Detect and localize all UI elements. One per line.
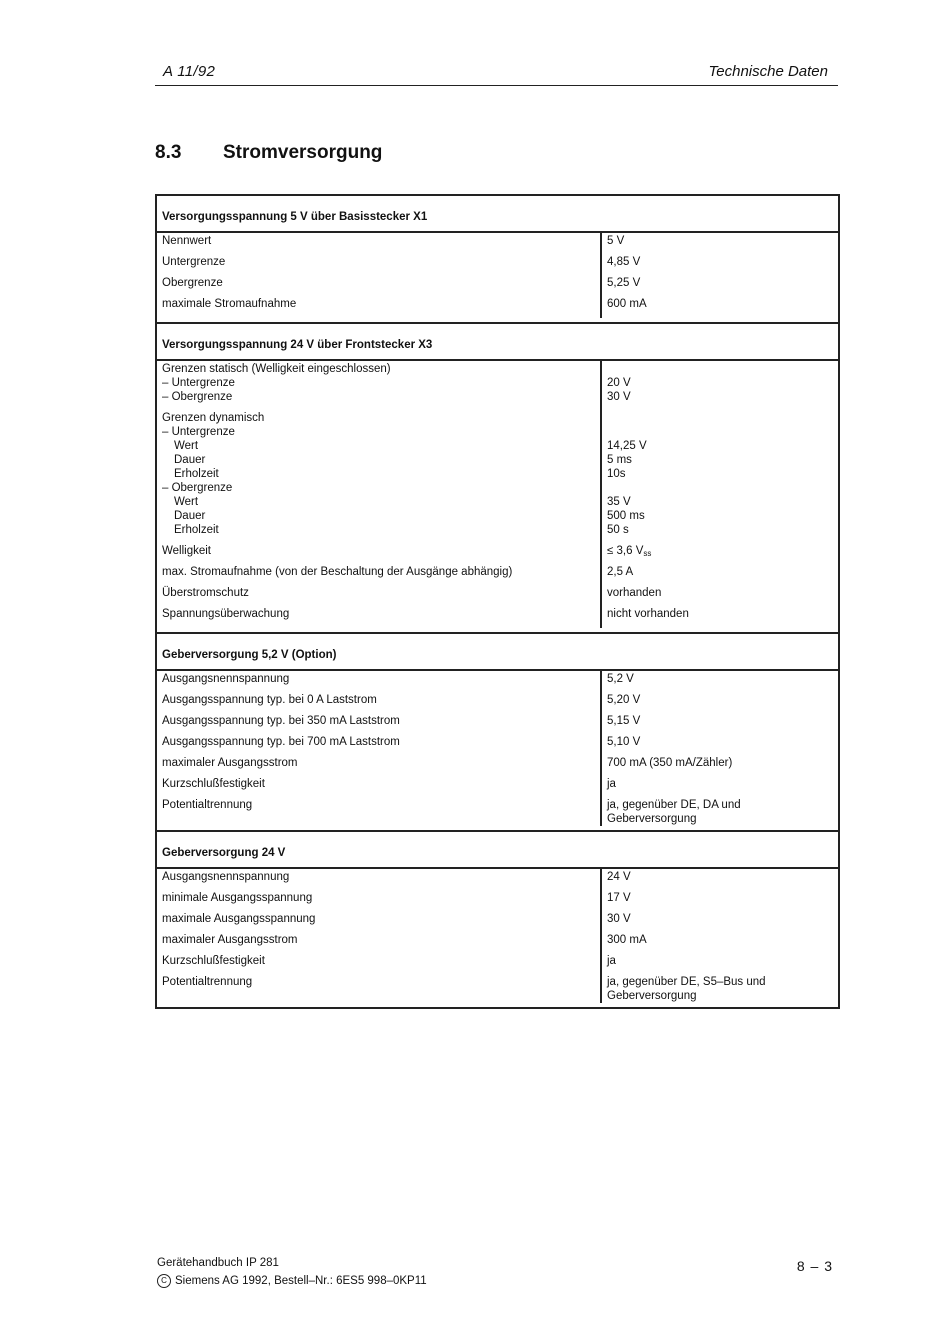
row-value: vorhanden — [607, 587, 662, 599]
row-value: ja, gegenüber DE, DA und — [607, 799, 741, 811]
section-heading: Versorgungsspannung 24 V über Frontstecker X3 — [157, 324, 838, 361]
row-label: Kurzschlußfestigkeit — [162, 778, 265, 790]
copyright-icon: C — [157, 1274, 171, 1288]
row-label: – Untergrenze — [162, 426, 235, 438]
page-number: 8 – 3 — [796, 1258, 833, 1274]
ripple-subscript: ss — [643, 549, 652, 558]
section-number: 8.3 — [155, 142, 182, 163]
row-value: 5 ms — [607, 454, 632, 466]
row-label: maximaler Ausgangsstrom — [162, 934, 298, 946]
row-label: Erholzeit — [174, 468, 219, 480]
row-label: Grenzen statisch (Welligkeit eingeschlossen) — [162, 363, 391, 375]
row-value: 5,2 V — [607, 673, 634, 685]
table-section-5v — [157, 196, 838, 324]
row-value: 30 V — [607, 391, 631, 403]
row-value: ja — [607, 778, 616, 790]
row-label: Ausgangsnennspannung — [162, 871, 290, 883]
row-value: 5,10 V — [607, 736, 641, 748]
spec-table — [155, 194, 840, 1009]
row-label: Potentialtrennung — [162, 976, 253, 988]
row-value: 17 V — [607, 892, 631, 904]
row-label: Potentialtrennung — [162, 799, 253, 811]
row-label: minimale Ausgangsspannung — [162, 892, 313, 904]
row-label: maximale Stromaufnahme — [162, 298, 297, 310]
row-label: Kurzschlußfestigkeit — [162, 955, 265, 967]
row-label: Wert — [174, 440, 199, 452]
row-label: Überstromschutz — [162, 587, 249, 599]
row-label: Nennwert — [162, 235, 212, 247]
row-value: 24 V — [607, 871, 631, 883]
row-label: Ausgangsspannung typ. bei 0 A Laststrom — [162, 694, 377, 706]
header-left: A 11/92 — [163, 63, 216, 80]
table-section-geber-24v — [157, 832, 838, 1007]
row-label: Ausgangsspannung typ. bei 350 mA Laststrom — [162, 715, 400, 727]
table-section-geber-5-2v — [157, 634, 838, 832]
row-value: nicht vorhanden — [607, 608, 689, 620]
footer-manual-title: Gerätehandbuch IP 281 — [157, 1257, 279, 1269]
row-value: 35 V — [607, 496, 631, 508]
section-heading: Geberversorgung 5,2 V (Option) — [157, 634, 838, 671]
row-value: 500 ms — [607, 510, 645, 522]
row-value: 30 V — [607, 913, 631, 925]
row-value: 4,85 V — [607, 256, 641, 268]
header-rule — [155, 85, 838, 86]
row-value: ja, gegenüber DE, S5–Bus und — [607, 976, 766, 988]
row-value: 700 mA (350 mA/Zähler) — [607, 757, 733, 769]
section-title: Stromversorgung — [223, 142, 383, 163]
row-label: – Obergrenze — [162, 391, 233, 403]
row-value: 5 V — [607, 235, 625, 247]
row-value: 5,20 V — [607, 694, 641, 706]
footer-copyright — [157, 1274, 427, 1288]
row-label: – Obergrenze — [162, 482, 233, 494]
row-value: 600 mA — [607, 298, 647, 310]
row-label: Wert — [174, 496, 199, 508]
row-value — [607, 544, 838, 565]
row-label: max. Stromaufnahme (von der Beschaltung der Ausgänge abhängig) — [162, 566, 513, 578]
row-value: Geberversorgung — [607, 813, 697, 825]
row-label: Dauer — [174, 454, 206, 466]
row-value: Geberversorgung — [607, 990, 697, 1002]
row-label: Dauer — [174, 510, 206, 522]
row-label: Obergrenze — [162, 277, 223, 289]
row-label: Grenzen dynamisch — [162, 412, 265, 424]
section-heading: Versorgungsspannung 5 V über Basisstecker X1 — [157, 196, 838, 233]
row-label: – Untergrenze — [162, 377, 235, 389]
row-value: ja — [607, 955, 616, 967]
table-section-24v — [157, 324, 838, 634]
row-label: Welligkeit — [162, 545, 211, 557]
ripple-value: ≤ 3,6 V — [607, 545, 644, 557]
row-label: maximale Ausgangsspannung — [162, 913, 316, 925]
row-label: Ausgangsnennspannung — [162, 673, 290, 685]
row-value: 10s — [607, 468, 626, 480]
row-label: maximaler Ausgangsstrom — [162, 757, 298, 769]
row-label: Spannungsüberwachung — [162, 608, 290, 620]
row-label: Erholzeit — [174, 524, 219, 536]
row-value: 14,25 V — [607, 440, 647, 452]
section-heading: Geberversorgung 24 V — [157, 832, 838, 869]
footer-order-number: Siemens AG 1992, Bestell–Nr.: 6ES5 998–0KP11 — [175, 1275, 427, 1287]
row-label: Ausgangsspannung typ. bei 700 mA Laststrom — [162, 736, 400, 748]
row-value: 50 s — [607, 524, 629, 536]
row-value: 20 V — [607, 377, 631, 389]
row-value: 300 mA — [607, 934, 647, 946]
header-right: Technische Daten — [708, 63, 828, 80]
row-value: 5,25 V — [607, 277, 641, 289]
row-value: 2,5 A — [607, 566, 634, 578]
row-label: Untergrenze — [162, 256, 226, 268]
row-value: 5,15 V — [607, 715, 641, 727]
